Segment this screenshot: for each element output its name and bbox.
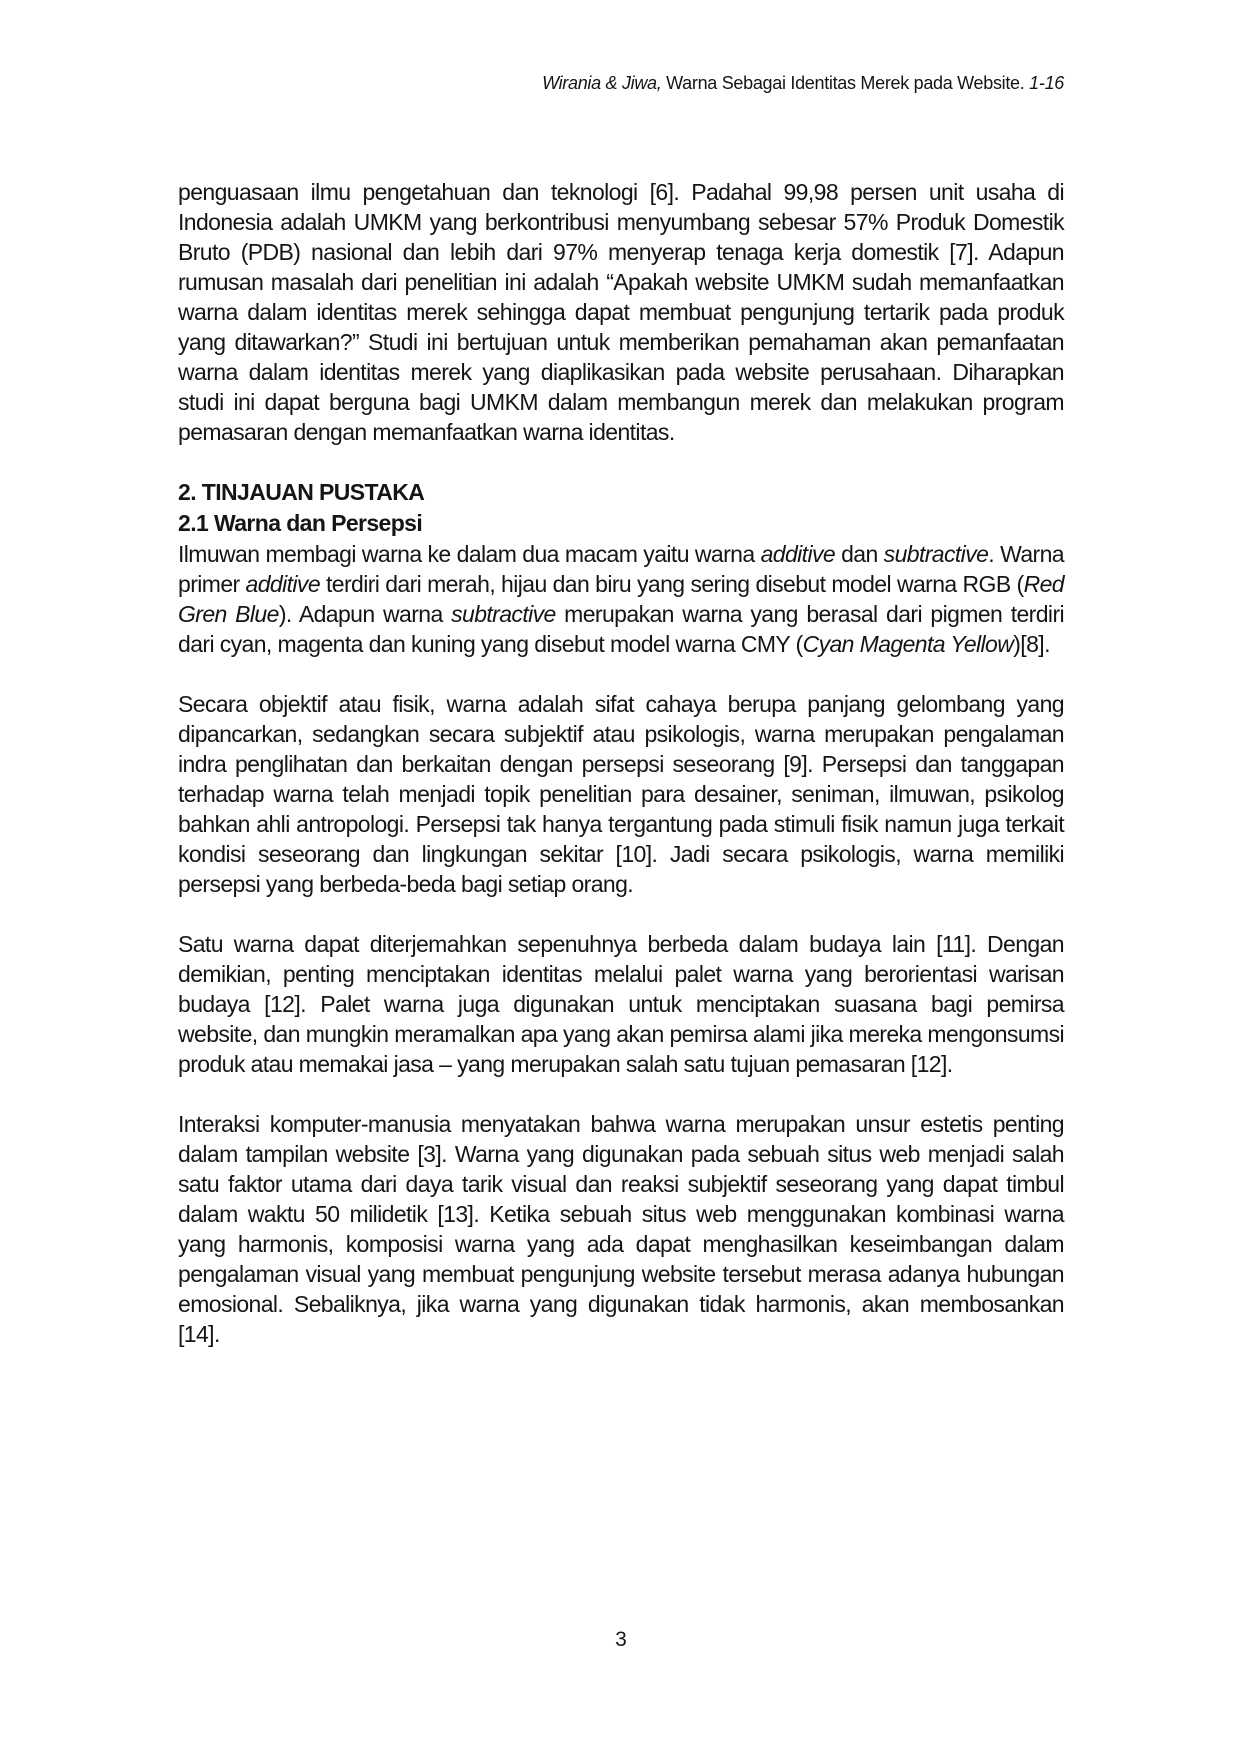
body-paragraph xyxy=(178,929,1064,1079)
italic-text-run: additive xyxy=(245,571,321,597)
text-run: Interaksi komputer-manusia menyatakan bahwa warna merupakan unsur estetis penting dalam tampilan website [3]. Warna yang digunakan pada sebuah situs web menjadi salah satu faktor utama dari daya tarik visual dan reaksi subjektif seseorang yang dapat timbul dalam waktu 50 milidetik [13]. Ketika sebuah situs web menggunakan kombinasi warna yang harmonis, komposisi warna yang ada dapat menghasilkan keseimbangan dalam pengalaman visual yang membuat pengunjung website tersebut merasa adanya hubungan emosional. Sebaliknya, jika warna yang digunakan tidak harmonis, akan membosankan [14]. xyxy=(178,1111,1064,1347)
body-paragraph xyxy=(178,1109,1064,1349)
text-run: 2.1 Warna dan Persepsi xyxy=(178,510,423,536)
text-run: 2. TINJAUAN PUSTAKA xyxy=(178,479,425,505)
section-heading xyxy=(178,508,1064,539)
italic-text-run: subtractive xyxy=(451,601,556,627)
text-run: penguasaan ilmu pengetahuan dan teknologi [6]. Padahal 99,98 persen unit usaha di Indonesia adalah UMKM yang berkontribusi menyumbang sebesar 57% Produk Domestik Bruto (PDB) nasional dan lebih dari 97% menyerap tenaga kerja domestik [7]. Adapun rumusan masalah dari penelitian ini adalah “Apakah website UMKM sudah memanfaatkan warna dalam identitas merek sehingga dapat membuat pengunjung tertarik pada produk yang ditawarkan?” Studi ini bertujuan untuk memberikan pemahaman akan pemanfaatan warna dalam identitas merek yang diaplikasikan pada website perusahaan. Diharapkan studi ini dapat berguna bagi UMKM dalam membangun merek dan melakukan program pemasaran dengan memanfaatkan warna identitas. xyxy=(178,179,1064,445)
text-run: merupakan warna yang berasal dari pigmen terdiri dari cyan, magenta dan kuning yang disebut model warna CMY ( xyxy=(178,601,1065,657)
text-run: Secara objektif atau fisik, warna adalah sifat cahaya berupa panjang gelombang yang dipancarkan, sedangkan secara subjektif atau psikologis, warna merupakan pengalaman indra penglihatan dan berkaitan dengan persepsi seseorang [9]. Persepsi dan tanggapan terhadap warna telah menjadi topik penelitian para desainer, seniman, ilmuwan, psikolog bahkan ahli antropologi. Persepsi tak hanya tergantung pada stimuli fisik namun juga terkait kondisi seseorang dan lingkungan sekitar [10]. Jadi secara psikologis, warna memiliki persepsi yang berbeda-beda bagi setiap orang. xyxy=(178,691,1064,897)
running-header xyxy=(178,72,1064,94)
italic-text-run: subtractive xyxy=(883,541,989,567)
header-page-range: 1-16 xyxy=(1029,73,1064,93)
document-body xyxy=(178,177,1064,1349)
header-article-title: Warna Sebagai Identitas Merek pada Website. xyxy=(661,73,1030,93)
header-authors: Wirania & Jiwa, xyxy=(542,73,662,93)
body-paragraph xyxy=(178,689,1064,899)
italic-text-run: Cyan Magenta Yellow xyxy=(802,631,1014,657)
text-run: ). Adapun warna xyxy=(278,601,452,627)
page-number: 3 xyxy=(615,1628,627,1651)
italic-text-run: Red Gren Blue xyxy=(178,571,1064,627)
text-run: terdiri dari merah, hijau dan biru yang sering disebut model warna RGB ( xyxy=(320,571,1024,597)
text-run: Satu warna dapat diterjemahkan sepenuhnya berbeda dalam budaya lain [11]. Dengan demikian, penting menciptakan identitas melalui palet warna yang berorientasi warisan budaya [12]. Palet warna juga digunakan untuk menciptakan suasana bagi pemirsa website, dan mungkin meramalkan apa yang akan pemirsa alami jika mereka mengonsumsi produk atau memakai jasa – yang merupakan salah satu tujuan pemasaran [12]. xyxy=(178,931,1064,1077)
text-run: . Warna primer xyxy=(178,541,1064,597)
section-heading xyxy=(178,477,1064,508)
body-paragraph xyxy=(178,177,1064,447)
text-run: )[8]. xyxy=(1013,631,1050,657)
body-paragraph xyxy=(178,539,1064,659)
italic-text-run: additive xyxy=(760,541,836,567)
text-run: Ilmuwan membagi warna ke dalam dua macam yaitu warna xyxy=(178,541,761,567)
text-run: dan xyxy=(835,541,884,567)
